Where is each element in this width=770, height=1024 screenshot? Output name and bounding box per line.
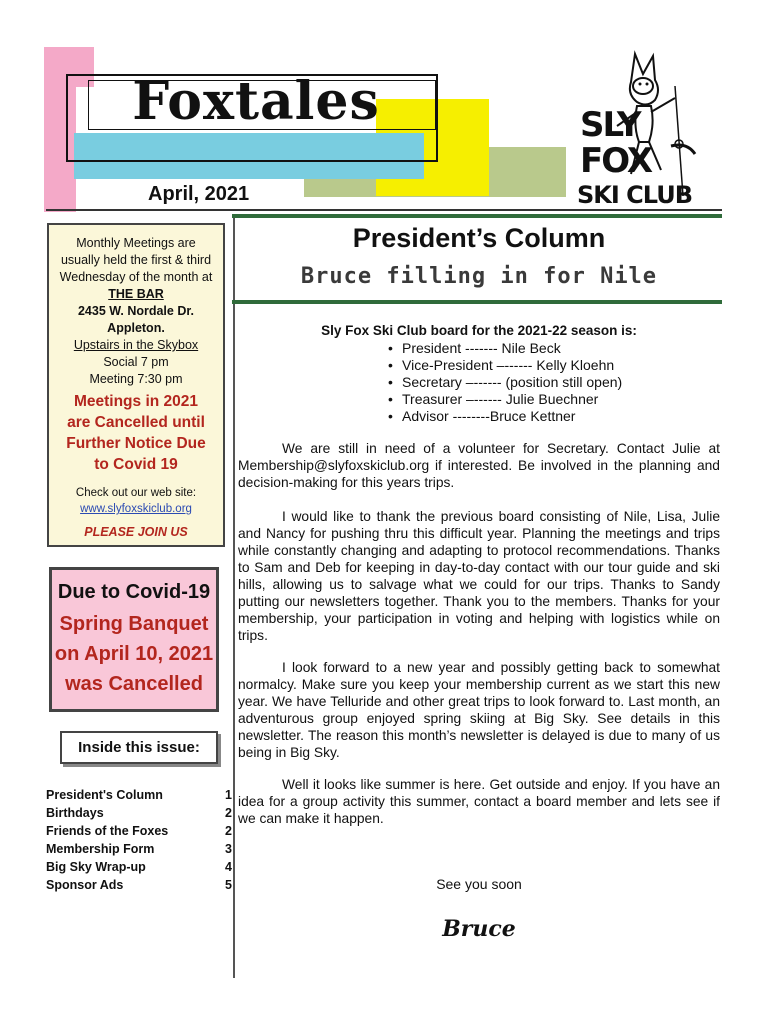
toc-item[interactable] <box>46 876 232 894</box>
table-of-contents <box>46 786 232 894</box>
article-paragraph <box>238 776 720 827</box>
toc-page: 4 <box>225 860 232 874</box>
inside-issue-heading: Inside this issue: <box>60 731 218 764</box>
article-title: President’s Column <box>352 223 606 253</box>
cancellation-notice: Further Notice Due <box>66 435 206 452</box>
article-paragraph <box>238 659 720 761</box>
toc-item[interactable] <box>46 822 232 840</box>
column-divider <box>233 218 235 978</box>
toc-page: 2 <box>225 806 232 820</box>
toc-title: President's Column <box>46 788 163 802</box>
meetings-intro: Monthly Meetings are <box>76 236 196 250</box>
toc-item[interactable] <box>46 804 232 822</box>
board-list <box>388 340 688 425</box>
issue-date: April, 2021 <box>148 183 250 205</box>
toc-title: Big Sky Wrap-up <box>46 860 146 874</box>
paragraph-text: Well it looks like summer is here. Get outside and enjoy. If you have an idea for a group activity this summer, contact a board member and lets see if we can make it happen. <box>238 777 720 826</box>
toc-title: Birthdays <box>46 806 104 820</box>
venue-room: Upstairs in the Skybox <box>73 338 199 352</box>
website-link[interactable]: www.slyfoxskiclub.org <box>80 503 192 515</box>
covid-notice-line: on April 10, 2021 <box>54 643 214 665</box>
title-rule-bottom <box>232 300 722 304</box>
article-paragraph <box>238 440 720 491</box>
covid-notice-line: was Cancelled <box>65 673 203 695</box>
list-item: • President ------- Nile Beck <box>388 340 688 357</box>
toc-item[interactable] <box>46 858 232 876</box>
venue-name: THE BAR <box>108 287 164 301</box>
toc-title: Sponsor Ads <box>46 878 124 892</box>
join-us-callout: PLEASE JOIN US <box>84 525 188 539</box>
toc-title: Membership Form <box>46 842 155 856</box>
title-rule-top <box>232 214 722 218</box>
list-item: • Advisor --------Bruce Kettner <box>388 408 688 425</box>
covid-notice-line: Spring Banquet <box>59 613 209 635</box>
cancellation-notice: are Cancelled until <box>67 414 205 431</box>
meetings-intro: usually held the first & third <box>60 253 212 267</box>
paragraph-text: We are still in need of a volunteer for Secretary. Contact Julie at Membership@slyfoxskiclub.org if interested. Be involved in the planning and decision-making for this years trips. <box>238 441 720 490</box>
meetings-intro: Wednesday of the month at <box>59 270 213 284</box>
newsletter-title: Foxtales <box>132 71 380 132</box>
toc-title: Friends of the Foxes <box>46 824 169 838</box>
list-item: • Treasurer –------ Julie Buechner <box>388 391 688 408</box>
social-time: Social 7 pm <box>103 355 169 369</box>
toc-item[interactable] <box>46 786 232 804</box>
venue-city: Appleton. <box>107 321 165 335</box>
cancellation-notice: Meetings in 2021 <box>73 393 199 410</box>
logo-line-fox: FOX <box>580 141 652 181</box>
banquet-cancelled-box <box>49 567 219 712</box>
covid-notice-heading: Due to Covid-19 <box>57 581 211 603</box>
meeting-time: Meeting 7:30 pm <box>89 372 183 386</box>
toc-page: 3 <box>225 842 232 856</box>
website-label: Check out our web site: <box>75 487 197 499</box>
article-paragraph <box>238 508 720 644</box>
venue-address: 2435 W. Nordale Dr. <box>77 304 195 318</box>
board-heading: Sly Fox Ski Club board for the 2021-22 season is: <box>321 323 637 338</box>
list-item: • Vice-President –------ Kelly Kloehn <box>388 357 688 374</box>
logo-line-ski-club: SKI CLUB <box>577 181 692 209</box>
signature: Bruce <box>442 916 516 942</box>
article-subtitle: Bruce filling in for Nile <box>300 264 658 289</box>
meetings-info-box <box>47 223 225 547</box>
logo-line-sly: SLY <box>580 105 640 145</box>
toc-page: 1 <box>225 788 232 802</box>
toc-page: 5 <box>225 878 232 892</box>
sly-fox-logo <box>575 46 720 210</box>
list-item: • Secretary –------ (position still open) <box>388 374 688 391</box>
toc-item[interactable] <box>46 840 232 858</box>
cancellation-notice: to Covid 19 <box>94 456 178 473</box>
paragraph-text: I look forward to a new year and possibly getting back to somewhat normalcy. Make sure you keep your membership current as we start this new year. We have Telluride and other great trips to look forward to. Last month, an adventurous group enjoyed spring skiing at Big Sky. See details in this newsletter. The reason this month’s newsletter is delayed is due to many of us being in Big Sky. <box>238 660 720 760</box>
paragraph-text: I would like to thank the previous board consisting of Nile, Lisa, Julie and Nancy for pushing thru this difficult year. Planning the meetings and trips while constantly changing and adapting to protocol recommendations. Thanks to Sam and Deb for keeping in day-to-day contact with our tour guide and ski hills, allowing us to salvage what we could for our trips. Thanks to Sandy putting our newsletters together. Thank you to the members. Thanks for your membership, your participation in voting and helping with logistics while on trips. <box>238 509 720 643</box>
toc-page: 2 <box>225 824 232 838</box>
closing-line: See you soon <box>436 876 522 892</box>
